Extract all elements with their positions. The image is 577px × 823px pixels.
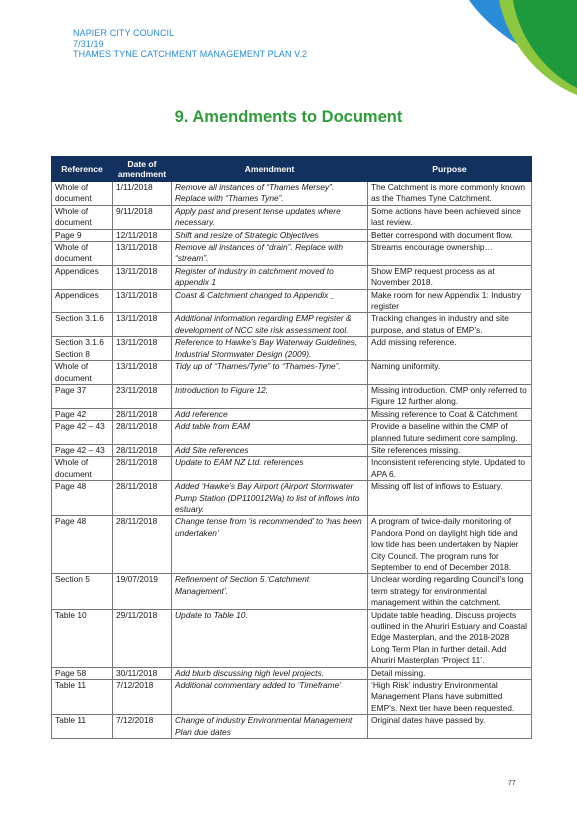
cell-date: 13/11/2018: [113, 289, 172, 313]
cell-reference: Table 11: [52, 715, 113, 739]
cell-amendment: Change of industry Environmental Management Plan due dates: [172, 715, 368, 739]
cell-amendment: Added ‘Hawke’s Bay Airport (Airport Stormwater Pump Station (DP110012Wa) to list of inflows into estuary.: [172, 481, 368, 516]
cell-purpose: Inconsistent referencing style. Updated to APA 6.: [368, 457, 532, 481]
table-row: [52, 421, 532, 445]
cell-purpose: Missing reference to Coat & Catchment: [368, 408, 532, 420]
cell-amendment: Shift and resize of Strategic Objectives: [172, 229, 368, 241]
table-row: [52, 715, 532, 739]
table-row: [52, 609, 532, 667]
cell-date: 29/11/2018: [113, 609, 172, 667]
cell-reference: Page 48: [52, 516, 113, 574]
cell-reference: Table 11: [52, 680, 113, 715]
cell-date: 19/07/2019: [113, 574, 172, 609]
table-row: [52, 182, 532, 206]
table-row: [52, 242, 532, 266]
cell-date: 30/11/2018: [113, 667, 172, 679]
cell-reference: Whole of document: [52, 205, 113, 229]
cell-purpose: Update table heading. Discuss projects outlined in the Ahuriri Estuary and Coastal Edge Masterplan, and the 2018-2028 Long Term Plan in further detail. Add Ahuriri Masterplan ‘Project 11’.: [368, 609, 532, 667]
page-title: 9. Amendments to Document: [174, 108, 403, 126]
table-row: [52, 680, 532, 715]
cell-reference: Appendices: [52, 289, 113, 313]
cell-date: 13/11/2018: [113, 242, 172, 266]
cell-reference: Page 48: [52, 481, 113, 516]
cell-amendment: Remove all instances of “Thames Mersey”. Replace with “Thames Tyne”.: [172, 182, 368, 206]
cell-purpose: Add missing reference.: [368, 337, 532, 361]
cell-reference: Whole of document: [52, 242, 113, 266]
cell-amendment: Add reference: [172, 408, 368, 420]
column-header-date: Date of amendment: [113, 157, 172, 182]
table-row: [52, 516, 532, 574]
cell-date: 7/12/2018: [113, 715, 172, 739]
page-number: 77: [508, 780, 516, 787]
header-org: NAPIER CITY COUNCIL: [73, 28, 175, 38]
table-row: [52, 337, 532, 361]
table-row: [52, 408, 532, 420]
cell-amendment: Update to EAM NZ Ltd. references: [172, 457, 368, 481]
cell-purpose: Show EMP request process as at November 2018.: [368, 265, 532, 289]
cell-purpose: Original dates have passed by.: [368, 715, 532, 739]
cell-purpose: Missing introduction. CMP only referred to Figure 12 further along.: [368, 384, 532, 408]
corner-wave-graphic: [447, 0, 577, 95]
cell-reference: Whole of document: [52, 361, 113, 385]
table-row: [52, 313, 532, 337]
cell-reference: Page 58: [52, 667, 113, 679]
cell-date: 13/11/2018: [113, 337, 172, 361]
header-date: 7/31/19: [73, 38, 104, 49]
table-row: [52, 229, 532, 241]
cell-amendment: Additional commentary added to ‘Timeframe’: [172, 680, 368, 715]
cell-date: 1/11/2018: [113, 182, 172, 206]
cell-purpose: Tracking changes in industry and site purpose, and status of EMP’s.: [368, 313, 532, 337]
cell-amendment: Introduction to Figure 12.: [172, 384, 368, 408]
cell-purpose: Site references missing.: [368, 444, 532, 456]
cell-amendment: Register of industry in catchment moved to appendix 1: [172, 265, 368, 289]
cell-date: 28/11/2018: [113, 457, 172, 481]
cell-purpose: A program of twice-daily monitoring of Pandora Pond on daylight high tide and low tide has been undertaken by Napier City Council. The program runs for September to end of December 2018.: [368, 516, 532, 574]
cell-purpose: Some actions have been achieved since last review.: [368, 205, 532, 229]
cell-reference: Section 3.1.6: [52, 313, 113, 337]
cell-amendment: Update to Table 10.: [172, 609, 368, 667]
cell-reference: Section 5: [52, 574, 113, 609]
table-row: [52, 444, 532, 456]
table-row: [52, 574, 532, 609]
cell-purpose: The Catchment is more commonly known as the Thames Tyne Catchment.: [368, 182, 532, 206]
cell-purpose: Better correspond with document flow.: [368, 229, 532, 241]
cell-reference: Page 37: [52, 384, 113, 408]
cell-reference: Appendices: [52, 265, 113, 289]
column-header-amendment: Amendment: [172, 157, 368, 182]
cell-date: 13/11/2018: [113, 313, 172, 337]
cell-reference: Whole of document: [52, 182, 113, 206]
cell-reference: Page 42: [52, 408, 113, 420]
cell-amendment: Change tense from ‘is recommended’ to ‘has been undertaken’: [172, 516, 368, 574]
column-header-reference: Reference: [52, 157, 113, 182]
cell-date: 28/11/2018: [113, 408, 172, 420]
table-row: [52, 481, 532, 516]
cell-reference: Whole of document: [52, 457, 113, 481]
cell-purpose: Unclear wording regarding Council’s long term strategy for environmental management within the catchment.: [368, 574, 532, 609]
cell-amendment: Refinement of Section 5 ‘Catchment Management’.: [172, 574, 368, 609]
cell-reference: Table 10: [52, 609, 113, 667]
table-row: [52, 457, 532, 481]
cell-reference: Page 9: [52, 229, 113, 241]
cell-amendment: Apply past and present tense updates where necessary.: [172, 205, 368, 229]
cell-date: 28/11/2018: [113, 444, 172, 456]
cell-date: 28/11/2018: [113, 516, 172, 574]
table-row: [52, 289, 532, 313]
cell-reference: Section 3.1.6 Section 8: [52, 337, 113, 361]
cell-purpose: Provide a baseline within the CMP of planned future sediment core sampling.: [368, 421, 532, 445]
cell-amendment: Add table from EAM: [172, 421, 368, 445]
cell-reference: Page 42 – 43: [52, 421, 113, 445]
cell-amendment: Add Site references: [172, 444, 368, 456]
cell-date: 13/11/2018: [113, 265, 172, 289]
header-plan-title: THAMES TYNE CATCHMENT MANAGEMENT PLAN V.2: [73, 49, 308, 59]
table-body: [52, 182, 532, 739]
cell-purpose: Missing off list of inflows to Estuary.: [368, 481, 532, 516]
cell-purpose: Naming uniformity.: [368, 361, 532, 385]
cell-amendment: Coast & Catchment changed to Appendix _: [172, 289, 368, 313]
table-row: [52, 667, 532, 679]
document-header: [73, 28, 307, 60]
cell-purpose: ‘High Risk’ industry Environmental Management Plans have submitted EMP’s. Next tier have been requested.: [368, 680, 532, 715]
cell-amendment: Remove all instances of “drain”. Replace with “stream”.: [172, 242, 368, 266]
cell-purpose: Streams encourage ownership…: [368, 242, 532, 266]
cell-reference: Page 42 – 43: [52, 444, 113, 456]
table-row: [52, 205, 532, 229]
amendments-table: [51, 156, 532, 739]
table-header-row: [52, 157, 532, 182]
table-row: [52, 265, 532, 289]
table-row: [52, 361, 532, 385]
table-row: [52, 384, 532, 408]
cell-date: 7/12/2018: [113, 680, 172, 715]
cell-date: 28/11/2018: [113, 421, 172, 445]
cell-date: 12/11/2018: [113, 229, 172, 241]
cell-amendment: Add blurb discussing high level projects.: [172, 667, 368, 679]
cell-date: 13/11/2018: [113, 361, 172, 385]
cell-amendment: Tidy up of “Thames/Tyne” to “Thames-Tyne”.: [172, 361, 368, 385]
cell-amendment: Reference to Hawke’s Bay Waterway Guidelines, Industrial Stormwater Design (2009).: [172, 337, 368, 361]
column-header-purpose: Purpose: [368, 157, 532, 182]
cell-date: 9/11/2018: [113, 205, 172, 229]
cell-purpose: Make room for new Appendix 1: Industry register: [368, 289, 532, 313]
cell-date: 28/11/2018: [113, 481, 172, 516]
cell-amendment: Additional information regarding EMP register & development of NCC site risk assessment tool.: [172, 313, 368, 337]
cell-date: 23/11/2018: [113, 384, 172, 408]
cell-purpose: Detail missing.: [368, 667, 532, 679]
